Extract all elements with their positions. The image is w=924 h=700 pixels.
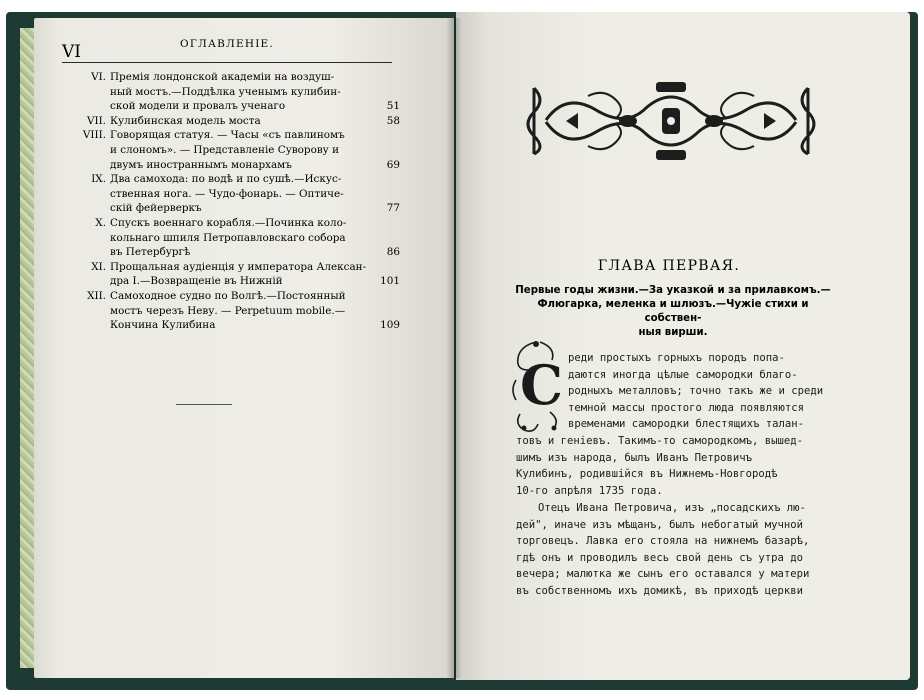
toc-title-line: Прощальная аудіенція у императора Алексан- [110,260,367,273]
toc-page-number: 77 [386,202,400,215]
header-title: ОГЛАВЛЕНІЕ. [180,38,274,50]
toc-chapter-title [110,70,374,114]
toc-chapter-title [110,216,374,260]
summary-line: ныя вирши. [638,327,708,338]
toc-entry [62,114,400,129]
toc-chapter-title [110,114,374,129]
toc-title-line: скій фейерверкъ [110,202,202,215]
toc-page-number: 101 [380,275,400,288]
toc-chapter-number: XI. [91,260,106,273]
toc-chapter-number: VIII. [82,129,106,142]
toc-title-line: дра I.—Возвращеніе въ Нижній [110,275,283,288]
toc-chapter-title [110,289,374,333]
toc-entry [62,289,400,333]
ornamental-headpiece [526,78,816,164]
toc-entry [62,216,400,260]
toc-title-line: кольнаго шпиля Петропавловскаго собора [110,231,346,244]
text-line: торговецъ. Лавка его стояла на нижнемъ базарѣ, [516,535,810,548]
text-line: товъ и геніевъ. Такимъ-то самородкомъ, вышед- [516,435,804,447]
text-line: шимъ изъ народа, былъ Иванъ Петровичъ [516,451,752,464]
toc-chapter-number: VII. [86,114,106,127]
paragraph-opening [568,350,823,433]
text-line: Отецъ Ивана Петровича, изъ „посадскихъ лю- [538,502,806,514]
toc-title-line: ской модели и провалъ ученаго [110,100,286,113]
toc-title-line: Кулибинская модель моста [110,114,261,127]
toc-title-line: Спускъ военнаго корабля.—Починка коло- [110,216,347,229]
text-line: темной массы простого люда появляются [568,401,804,414]
drop-cap-letter: С [520,353,563,417]
text-line: реди простыхъ горныхъ породъ попа- [568,352,785,364]
chapter-title: ГЛАВА ПЕРВАЯ. [597,258,741,274]
text-line: временами самородки блестящихъ талан- [568,418,804,431]
toc-page-number: 51 [386,100,400,113]
text-line: даются иногда цѣлые самородки благо- [568,368,798,381]
toc-entry [62,128,400,172]
running-header [62,36,392,63]
toc-title-line: мостъ черезъ Неву. — Perpetuum mobile.— [110,304,346,317]
text-line: гдѣ онъ и проводилъ весь свой день съ утра до [516,551,804,564]
toc-chapter-title [110,172,374,216]
toc-entry [62,260,400,289]
summary-line: Первые годы жизни.—За указкой и за прилавкомъ.— [515,285,831,296]
toc-title-line: Самоходное судно по Волгѣ.—Постоянный [110,289,346,302]
summary-line: Флюгарка, меленка и шлюзъ.—Чужіе стихи и собствен- [537,299,809,324]
toc-title-line: Премія лондонской академіи на воздуш- [110,71,335,83]
text-line: 10-го апрѣля 1735 года. [516,484,663,497]
toc-chapter-title [110,128,374,172]
book-gutter [446,18,462,678]
toc-title-line: въ Петербургѣ [110,246,191,259]
toc-entry [62,70,400,114]
table-of-contents [62,70,400,333]
text-line: Кулибинъ, родившійся въ Нижнемъ-Новгородѣ [516,468,778,481]
toc-chapter-number: IX. [91,173,106,186]
toc-chapter-number: X. [95,216,106,229]
text-line: родныхъ металловъ; точно такъ же и среди [568,385,824,398]
toc-title-line: ственная нога. — Чудо-фонарь. — Оптиче- [110,187,344,200]
toc-entry [62,172,400,216]
page-number: VI [62,42,81,62]
toc-title-line: двумъ иностраннымъ монархамъ [110,158,292,171]
toc-chapter-number: VI. [91,71,106,83]
toc-page-number: 58 [386,114,400,127]
toc-title-line: Два самохода: по водѣ и по сушѣ.—Искус- [110,173,342,186]
toc-title-line: и слономъ». — Представленіе Суворову и [110,143,340,156]
text-line: въ собственномъ ихъ домикѣ, въ приходѣ церкви [516,584,804,597]
toc-page-number: 69 [386,158,400,171]
text-line: вечера; малютка же сынъ его оставался у матери [516,568,810,581]
text-line: дей", иначе изъ мѣщанъ, былъ небогатый мучной [516,518,804,531]
toc-title-line: Говорящая статуя. — Часы «съ павлиномъ [110,129,345,142]
toc-chapter-number: XII. [87,289,106,302]
paragraph-second [516,500,809,600]
toc-chapter-title [110,260,374,289]
illuminated-drop-cap [510,340,564,434]
paragraph-opening-continued [516,433,803,499]
chapter-summary [508,284,838,340]
toc-title-line: Кончина Кулибина [110,319,216,332]
toc-page-number: 109 [380,319,400,332]
toc-title-line: ный мостъ.—Поддѣлка ученымъ кулибин- [110,85,341,98]
toc-page-number: 86 [386,246,400,259]
section-divider [176,404,232,405]
